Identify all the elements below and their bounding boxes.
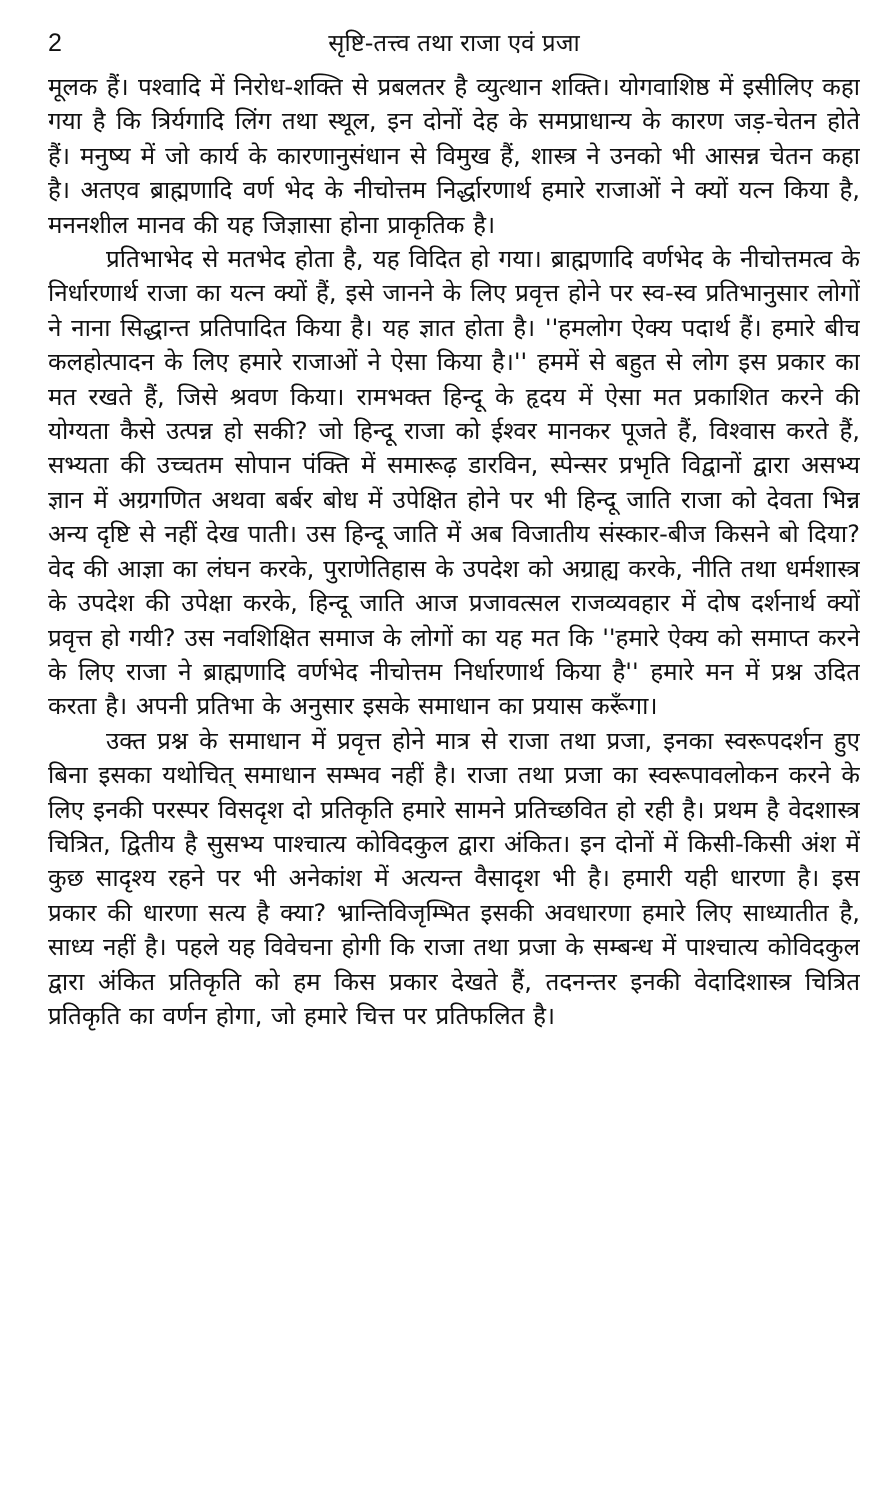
- running-header: [48, 28, 860, 70]
- running-title: सृष्टि-तत्त्व तथा राजा एवं प्रजा: [328, 29, 580, 57]
- book-page: [48, 28, 860, 1476]
- paragraph: उक्त प्रश्न के समाधान में प्रवृत्त होने मात्र से राजा तथा प्रजा, इनका स्वरूपदर्शन हुए बिना इसका यथोचित् समाधान सम्भव नहीं है। राजा तथा प्रजा का स्वरूपावलोकन करने के लिए इनकी परस्पर विसदृश दो प्रतिकृति हमारे सामने प्रतिच्छवित हो रही है। प्रथम है वेदशास्त्र चित्रित, द्वितीय है सुसभ्य पाश्चात्य कोविदकुल द्वारा अंकित। इन दोनों में किसी-किसी अंश में कुछ सादृश्य रहने पर भी अनेकांश में अत्यन्त वैसादृश भी है। हमारी यही धारणा है। इस प्रकार की धारणा सत्य है क्या? भ्रान्तिविजृम्भित इसकी अवधारणा हमारे लिए साध्यातीत है, साध्य नहीं है। पहले यह विवेचना होगी कि राजा तथा प्रजा के सम्बन्ध में पाश्चात्य कोविदकुल द्वारा अंकित प्रतिकृति को हम किस प्रकार देखते हैं, तदनन्तर इनकी वेदादिशास्त्र चित्रित प्रतिकृति का वर्णन होगा, जो हमारे चित्त पर प्रतिफलित है।: [48, 726, 860, 1030]
- body-text: [48, 70, 860, 1033]
- paragraph: प्रतिभाभेद से मतभेद होता है, यह विदित हो गया। ब्राह्मणादि वर्णभेद के नीचोत्तमत्व के निर्धारणार्थ राजा का यत्न क्यों हैं, इसे जानने के लिए प्रवृत्त होने पर स्व-स्व प्रतिभानुसार लोगों ने नाना सिद्धान्त प्रतिपादित किया है। यह ज्ञात होता है। ''हमलोग ऐक्य पदार्थ हैं। हमारे बीच कलहोत्पादन के लिए हमारे राजाओं ने ऐसा किया है।'' हममें से बहुत से लोग इस प्रकार का मत रखते हैं, जिसे श्रवण किया। रामभक्त हिन्दू के हृदय में ऐसा मत प्रकाशित करने की योग्यता कैसे उत्पन्न हो सकी? जो हिन्दू राजा को ईश्वर मानकर पूजते हैं, विश्वास करते हैं, सभ्यता की उच्चतम सोपान पंक्ति में समारूढ़ डारविन, स्पेन्सर प्रभृति विद्वानों द्वारा असभ्य ज्ञान में अग्रगणित अथवा बर्बर बोध में उपेक्षित होने पर भी हिन्दू जाति राजा को देवता भिन्न अन्य दृष्टि से नहीं देख पाती। उस हिन्दू जाति में अब विजातीय संस्कार-बीज किसने बो दिया? वेद की आज्ञा का लंघन करके, पुराणेतिहास के उपदेश को अग्राह्य करके, नीति तथा धर्मशास्त्र के उपदेश की उपेक्षा करके, हिन्दू जाति आज प्रजावत्सल राजव्यवहार में दोष दर्शनार्थ क्यों प्रवृत्त हो गयी? उस नवशिक्षित समाज के लोगों का यह मत कि ''हमारे ऐक्य को समाप्त करने के लिए राजा ने ब्राह्मणादि वर्णभेद नीचोत्तम निर्धारणार्थ किया है'' हमारे मन में प्रश्न उदित करता है। अपनी प्रतिभा के अनुसार इसके समाधान का प्रयास करूँगा।: [48, 245, 860, 721]
- page-number: 2: [48, 29, 62, 57]
- paragraph-continued: मूलक हैं। पश्वादि में निरोध-शक्ति से प्रबलतर है व्युत्थान शक्ति। योगवाशिष्ठ में इसीलिए कहा गया है कि त्रिर्यगादि लिंग तथा स्थूल, इन दोनों देह के समप्राधान्य के कारण जड़-चेतन होते हैं। मनुष्य में जो कार्य के कारणानुसंधान से विमुख हैं, शास्त्र ने उनको भी आसन्न चेतन कहा है। अतएव ब्राह्मणादि वर्ण भेद के नीचोत्तम निर्द्धारणार्थ हमारे राजाओं ने क्यों यत्न किया है, मननशील मानव की यह जिज्ञासा होना प्राकृतिक है।: [48, 73, 860, 239]
